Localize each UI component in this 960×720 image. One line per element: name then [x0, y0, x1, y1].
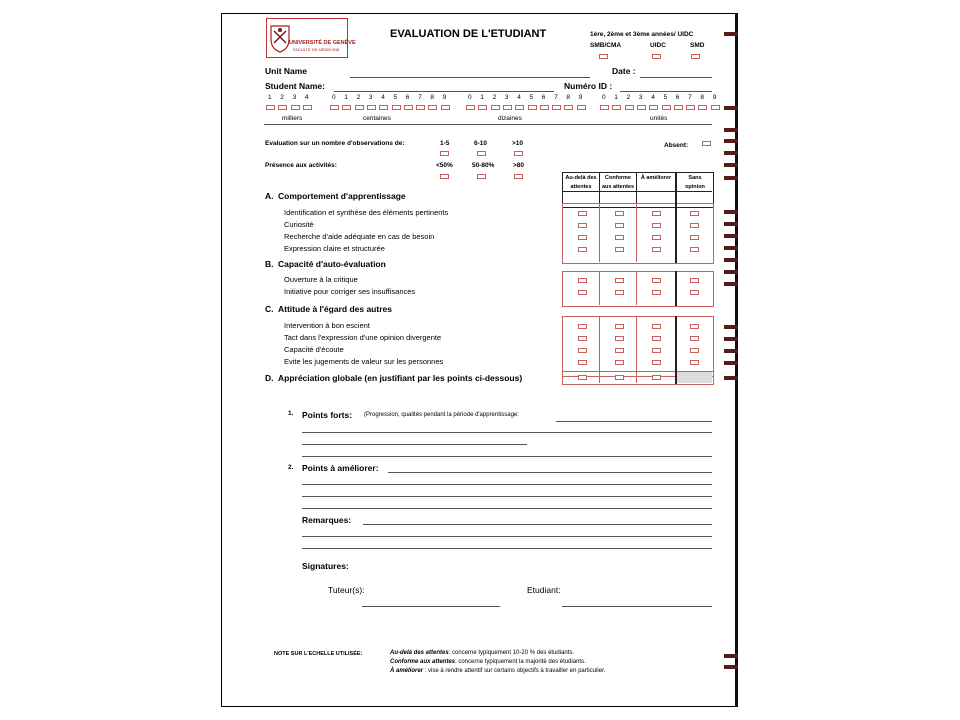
university-logo	[266, 18, 356, 58]
id-digit-label-0-1: 2	[280, 94, 284, 101]
remarques-label: Remarques:	[302, 515, 352, 525]
unit-name-line[interactable]	[350, 77, 590, 78]
points-ameliorer-label: Points à améliorer:	[302, 463, 379, 473]
section-0-item-3-rating-2[interactable]	[652, 247, 661, 252]
section-3-grid-divider	[599, 371, 600, 383]
section-0-item-1: Curiosité	[284, 220, 314, 229]
signatures-label: Signatures:	[302, 561, 349, 571]
binder-tick-3	[724, 139, 738, 143]
binder-tick-1	[724, 106, 738, 110]
id-digit-checkbox-0-1[interactable]	[278, 105, 287, 110]
section-0-item-0-rating-3[interactable]	[690, 211, 699, 216]
binder-tick-19	[724, 654, 738, 658]
id-digit-label-2-3: 3	[504, 94, 509, 101]
id-digit-label-1-3: 3	[368, 94, 373, 101]
binder-tick-17	[724, 361, 738, 365]
binder-tick-9	[724, 234, 738, 238]
section-2-item-2: Capacité d'écoute	[284, 345, 344, 354]
id-digit-label-1-5: 5	[393, 94, 398, 101]
id-digit-checkbox-2-9[interactable]	[577, 105, 586, 110]
header-sans-opinion: Sans opinion	[685, 175, 705, 190]
id-digit-label-1-8: 8	[430, 94, 435, 101]
observations-6-10-checkbox[interactable]	[477, 151, 486, 156]
section-3-title: Appréciation globale (en justifiant par les points ci-dessous)	[278, 373, 523, 383]
presence-lt50-checkbox[interactable]	[440, 174, 449, 179]
id-digit-label-1-4: 4	[381, 94, 385, 101]
binder-tick-10	[724, 246, 738, 250]
numero-id-label: Numéro ID :	[564, 81, 613, 91]
binder-spine	[735, 13, 738, 707]
presence-gt80-checkbox[interactable]	[514, 174, 523, 179]
presence-50-80-checkbox[interactable]	[477, 174, 486, 179]
id-digit-label-2-0: 0	[468, 94, 472, 101]
id-digit-label-3-4: 4	[651, 94, 655, 101]
id-digit-checkbox-1-5[interactable]	[392, 105, 401, 110]
section-1-letter: B.	[265, 259, 274, 269]
section-1-item-1-rating-2[interactable]	[652, 290, 661, 295]
id-digit-checkbox-1-7[interactable]	[416, 105, 425, 110]
etudiant-signature-line[interactable]	[562, 606, 712, 607]
id-digit-checkbox-1-9[interactable]	[441, 105, 450, 110]
id-digit-label-2-8: 8	[566, 94, 571, 101]
section-0-item-3: Expression claire et structurée	[284, 244, 385, 253]
presence-option-2: 50-80%	[472, 162, 495, 169]
id-digit-checkbox-2-7[interactable]	[552, 105, 561, 110]
id-digit-checkbox-2-3[interactable]	[503, 105, 512, 110]
id-digit-checkbox-3-2[interactable]	[625, 105, 634, 110]
section-1-grid-divider-thick	[675, 271, 677, 306]
section-2-item-0-rating-3[interactable]	[690, 324, 699, 329]
section-2-item-1-rating-1[interactable]	[615, 336, 624, 341]
program-smb-checkbox[interactable]	[599, 54, 608, 59]
unit-name-label: Unit Name	[265, 66, 308, 76]
section-2-grid-divider-thick	[675, 316, 677, 376]
section-0-item-1-rating-0[interactable]	[578, 223, 587, 228]
section-0-item-2-rating-3[interactable]	[690, 235, 699, 240]
observations-option-3: >10	[512, 140, 524, 147]
id-digit-checkbox-1-0[interactable]	[330, 105, 339, 110]
section-0-item-2: Recherche d'aide adéquate en cas de besoin	[284, 232, 435, 241]
section-2-grid-divider	[636, 316, 637, 375]
section-3-letter: D.	[265, 373, 274, 383]
section-0-letter: A.	[265, 191, 274, 201]
note-line-2	[390, 659, 586, 665]
note-line-3	[390, 668, 605, 674]
section-1-grid-divider	[599, 271, 600, 305]
section-3-grid-divider-thick	[675, 371, 677, 384]
section-2-item-2-rating-3[interactable]	[690, 348, 699, 353]
id-digit-label-2-1: 1	[480, 94, 484, 101]
section-1-item-1: Initiative pour corriger ses insuffisances	[284, 287, 416, 296]
section-3-rating-0[interactable]	[578, 375, 587, 380]
section-2-item-3: Evite les jugements de valeur sur les personnes	[284, 357, 444, 366]
section-0-item-0-rating-1[interactable]	[615, 211, 624, 216]
unit-unites: unités	[650, 115, 668, 122]
id-digit-label-1-9: 9	[442, 94, 447, 101]
binder-tick-15	[724, 337, 738, 341]
id-digit-label-1-6: 6	[405, 94, 410, 101]
tuteur-signature-line[interactable]	[362, 606, 500, 607]
unit-dizaines: dizaines	[498, 115, 522, 122]
id-digit-label-0-2: 3	[292, 94, 297, 101]
section-3-rating-1[interactable]	[615, 375, 624, 380]
id-digit-label-2-7: 7	[554, 94, 558, 101]
section-1-item-0-rating-2[interactable]	[652, 278, 661, 283]
remarques-line-0[interactable]	[363, 524, 712, 525]
program-uidc-checkbox[interactable]	[652, 54, 661, 59]
id-digit-label-3-5: 5	[663, 94, 668, 101]
section-2-item-2-rating-2[interactable]	[652, 348, 661, 353]
binder-tick-5	[724, 163, 738, 167]
observations-option-1: 1-5	[440, 140, 450, 147]
id-digit-label-3-7: 7	[688, 94, 692, 101]
presence-option-3: >80	[513, 162, 525, 169]
binder-tick-4	[724, 151, 738, 155]
section-2-letter: C.	[265, 304, 274, 314]
note-text-3: : vise à rendre attentif sur certains objectifs à travailler en particulier.	[423, 668, 606, 674]
section-1-item-1-rating-0[interactable]	[578, 290, 587, 295]
section-1-item-0-rating-1[interactable]	[615, 278, 624, 283]
binder-tick-16	[724, 349, 738, 353]
university-crest-icon	[269, 23, 291, 53]
section-0-item-0: Identification et synthèse des éléments pertinents	[284, 208, 449, 217]
remarques-line-1[interactable]	[302, 536, 712, 537]
unit-milliers: milliers	[282, 115, 303, 122]
section-0-item-0-rating-2[interactable]	[652, 211, 661, 216]
id-digit-checkbox-3-5[interactable]	[662, 105, 671, 110]
id-digit-checkbox-1-8[interactable]	[428, 105, 437, 110]
form-title: EVALUATION DE L'ETUDIANT	[390, 28, 547, 40]
id-digit-checkbox-2-6[interactable]	[540, 105, 549, 110]
date-line[interactable]	[640, 77, 712, 78]
id-digit-label-0-0: 1	[268, 94, 272, 101]
section-2-item-0-rating-0[interactable]	[578, 324, 587, 329]
points-forts-number: 1.	[288, 410, 294, 417]
binder-tick-7	[724, 210, 738, 214]
observations-option-2: 6-10	[474, 140, 488, 147]
id-digit-checkbox-1-6[interactable]	[404, 105, 413, 110]
points-ameliorer-line-1[interactable]	[302, 484, 712, 485]
section-2-item-0: Intervention à bon escient	[284, 321, 370, 330]
id-digit-checkbox-3-0[interactable]	[600, 105, 609, 110]
observations-1-5-checkbox[interactable]	[440, 151, 449, 156]
id-digit-label-3-9: 9	[712, 94, 717, 101]
id-digit-checkbox-2-5[interactable]	[528, 105, 537, 110]
evaluation-form-page	[221, 13, 738, 707]
etudiant-label: Etudiant:	[527, 585, 561, 595]
id-digit-checkbox-3-7[interactable]	[686, 105, 695, 110]
section-1-item-1-rating-3[interactable]	[690, 290, 699, 295]
binder-tick-20	[724, 665, 738, 669]
binder-tick-12	[724, 270, 738, 274]
points-ameliorer-line-2[interactable]	[302, 496, 712, 497]
binder-tick-11	[724, 258, 738, 262]
id-digit-label-1-2: 2	[356, 94, 361, 101]
id-digit-label-3-6: 6	[675, 94, 680, 101]
section-2-grid-divider	[599, 316, 600, 375]
id-digit-label-3-2: 2	[626, 94, 631, 101]
tuteur-label: Tuteur(s):	[328, 585, 365, 595]
section-0-grid-divider	[636, 203, 637, 262]
id-digit-label-2-9: 9	[578, 94, 583, 101]
section-0-item-2-rating-2[interactable]	[652, 235, 661, 240]
numero-id-line[interactable]	[620, 91, 712, 92]
observations-10-checkbox[interactable]	[514, 151, 523, 156]
header-au-dela: Au-delà des attentes	[565, 175, 597, 190]
binder-tick-8	[724, 222, 738, 226]
section-0-title: Comportement d'apprentissage	[278, 191, 406, 201]
section-1-item-0: Ouverture à la critique	[284, 275, 358, 284]
section-0-item-2-rating-0[interactable]	[578, 235, 587, 240]
presence-option-1: <50%	[436, 162, 453, 169]
section-1-item-0-rating-3[interactable]	[690, 278, 699, 283]
section-0-item-1-rating-2[interactable]	[652, 223, 661, 228]
id-digit-checkbox-2-2[interactable]	[491, 105, 500, 110]
id-digit-label-1-1: 1	[344, 94, 348, 101]
points-forts-line-0	[556, 421, 712, 422]
section-0-item-2-rating-1[interactable]	[615, 235, 624, 240]
sans-opinion-disabled-cell	[676, 372, 712, 383]
binder-tick-6	[724, 176, 738, 180]
id-digit-checkbox-2-4[interactable]	[515, 105, 524, 110]
years-note: 1ère, 2ème et 3ème années/ UIDC	[590, 31, 694, 38]
binder-tick-13	[724, 282, 738, 286]
id-digit-checkbox-0-3[interactable]	[303, 105, 312, 110]
id-digit-checkbox-2-0[interactable]	[466, 105, 475, 110]
id-digit-checkbox-0-2[interactable]	[291, 105, 300, 110]
note-term-1: Au-delà des attentes	[390, 650, 449, 656]
points-forts-line-2[interactable]	[302, 444, 527, 445]
id-digit-checkbox-1-1[interactable]	[342, 105, 351, 110]
id-digit-label-2-6: 6	[541, 94, 546, 101]
presence-label: Présence aux activités:	[265, 162, 337, 169]
points-ameliorer-line-0[interactable]	[388, 472, 712, 473]
student-name-line[interactable]	[334, 91, 554, 92]
id-digit-label-0-3: 4	[304, 94, 309, 101]
points-forts-hint: (Progression, qualités pendant la période d'apprentissage:	[364, 412, 519, 418]
section-2-title: Attitude à l'égard des autres	[278, 304, 392, 314]
section-1-grid-block	[562, 271, 714, 307]
section-2-item-0-rating-1[interactable]	[615, 324, 624, 329]
faculty-name: FACULTÉ DE MÉDECINE	[293, 47, 340, 52]
section-0-item-3-rating-1[interactable]	[615, 247, 624, 252]
id-digit-label-2-4: 4	[517, 94, 521, 101]
program-smb: SMB/CMA	[590, 42, 622, 49]
section-1-title: Capacité d'auto-évaluation	[278, 259, 386, 269]
points-forts-label: Points forts:	[302, 410, 353, 420]
id-digit-checkbox-0-0[interactable]	[266, 105, 275, 110]
date-label: Date :	[612, 66, 636, 76]
section-2-item-1-rating-2[interactable]	[652, 336, 661, 341]
points-forts-line-3[interactable]	[302, 456, 712, 457]
section-0-item-1-rating-3[interactable]	[690, 223, 699, 228]
section-2-item-1-rating-3[interactable]	[690, 336, 699, 341]
program-smd-checkbox[interactable]	[691, 54, 700, 59]
section-1-item-0-rating-0[interactable]	[578, 278, 587, 283]
id-digit-label-2-2: 2	[492, 94, 497, 101]
id-digit-label-3-1: 1	[614, 94, 618, 101]
observations-label: Evaluation sur un nombre d'observations de:	[265, 140, 405, 147]
section-2-item-3-rating-1[interactable]	[615, 360, 624, 365]
section-1-grid-divider	[636, 271, 637, 305]
section-0-grid-divider	[599, 203, 600, 262]
note-term-3: À améliorer	[390, 668, 424, 674]
id-digit-checkbox-3-3[interactable]	[637, 105, 646, 110]
points-ameliorer-line-3[interactable]	[302, 508, 712, 509]
absent-checkbox[interactable]	[702, 141, 711, 146]
id-digit-checkbox-3-4[interactable]	[649, 105, 658, 110]
id-digit-checkbox-1-4[interactable]	[379, 105, 388, 110]
binder-tick-14	[724, 325, 738, 329]
id-digit-label-3-3: 3	[638, 94, 643, 101]
id-digit-checkbox-2-1[interactable]	[478, 105, 487, 110]
section-2-item-3-rating-0[interactable]	[578, 360, 587, 365]
header-conforme: Conforme aux attentes	[601, 175, 635, 190]
note-label: NOTE SUR L'ECHELLE UTILISÉE:	[274, 651, 363, 657]
program-smd: SMD	[690, 42, 705, 49]
id-digit-label-2-5: 5	[529, 94, 534, 101]
id-digit-checkbox-3-9[interactable]	[711, 105, 720, 110]
section-2-item-2-rating-1[interactable]	[615, 348, 624, 353]
note-line-1	[390, 650, 574, 656]
section-2-item-1-rating-0[interactable]	[578, 336, 587, 341]
id-digit-checkbox-1-3[interactable]	[367, 105, 376, 110]
section-2-item-0-rating-2[interactable]	[652, 324, 661, 329]
note-text-2: : concerne typiquement la majorité des étudiants.	[455, 659, 586, 665]
section-2-item-1: Tact dans l'expression d'une opinion divergente	[284, 333, 442, 342]
id-digit-label-3-8: 8	[700, 94, 705, 101]
points-ameliorer-number: 2.	[288, 464, 294, 471]
id-digit-label-1-7: 7	[418, 94, 422, 101]
section-0-item-1-rating-1[interactable]	[615, 223, 624, 228]
header-ameliorer: À améliorer	[640, 175, 672, 181]
section-3-grid-divider	[636, 371, 637, 383]
section-0-item-0-rating-0[interactable]	[578, 211, 587, 216]
section-2-item-3-rating-2[interactable]	[652, 360, 661, 365]
id-digit-label-3-0: 0	[602, 94, 606, 101]
id-digit-checkbox-3-6[interactable]	[674, 105, 683, 110]
absent-label: Absent:	[664, 142, 689, 149]
id-digit-checkbox-1-2[interactable]	[355, 105, 364, 110]
section-0-item-3-rating-0[interactable]	[578, 247, 587, 252]
section-0-item-3-rating-3[interactable]	[690, 247, 699, 252]
id-digit-checkbox-2-8[interactable]	[564, 105, 573, 110]
remarques-line-2[interactable]	[302, 548, 712, 549]
binder-tick-2	[724, 128, 738, 132]
id-separator-line	[264, 124, 712, 125]
section-2-item-3-rating-3[interactable]	[690, 360, 699, 365]
university-name: UNIVERSITÉ DE GENÈVE	[289, 40, 356, 46]
program-uidc: UIDC	[650, 42, 666, 49]
binder-tick-18	[724, 376, 738, 380]
id-digit-label-1-0: 0	[332, 94, 336, 101]
id-digit-checkbox-3-1[interactable]	[612, 105, 621, 110]
points-forts-line-1[interactable]	[302, 432, 712, 433]
section-0-grid-divider-thick	[675, 203, 677, 263]
section-3-rating-2[interactable]	[652, 375, 661, 380]
id-digit-checkbox-3-8[interactable]	[698, 105, 707, 110]
binder-tick-0	[724, 32, 738, 36]
student-name-label: Student Name:	[265, 81, 325, 91]
note-text-1: : concerne typiquement 10-20 % des étudiants.	[448, 650, 575, 656]
unit-centaines: centaines	[363, 115, 391, 122]
section-2-item-2-rating-0[interactable]	[578, 348, 587, 353]
section-1-item-1-rating-1[interactable]	[615, 290, 624, 295]
note-term-2: Conforme aux attentes	[390, 659, 456, 665]
